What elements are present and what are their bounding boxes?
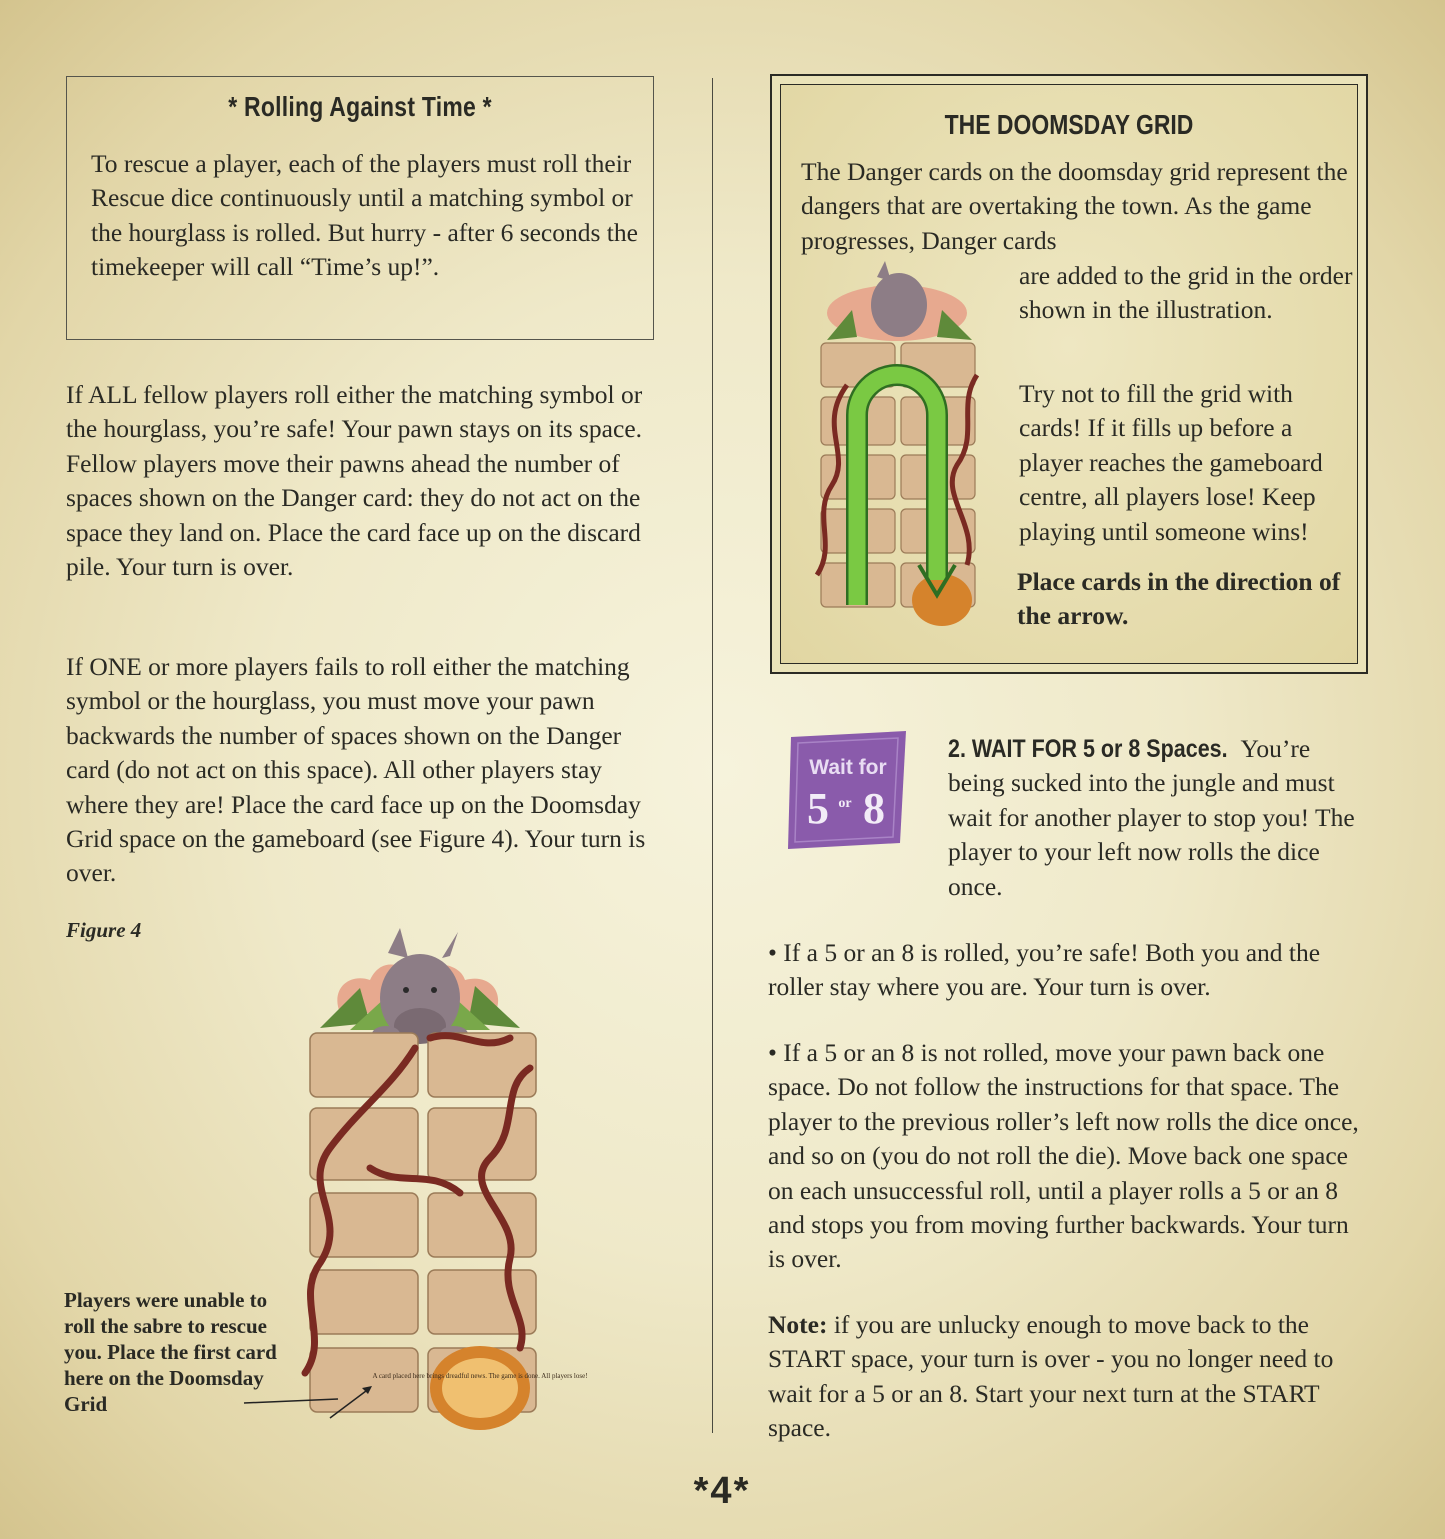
wait-for-5-or-8-badge	[788, 731, 908, 849]
figure-note: Players were unable to roll the sabre to rescue you. Place the first card here on the Doomsday Grid	[64, 1288, 277, 1416]
wait-section-intro	[948, 732, 1358, 904]
badge-eight: 8	[863, 784, 885, 833]
note-label: Note:	[768, 1310, 828, 1339]
badge-or: or	[838, 796, 852, 811]
rhino-icon	[320, 928, 520, 1044]
rolling-against-time-box	[66, 76, 654, 340]
paragraph-all-players: If ALL fellow players roll either the matching symbol or the hourglass, you’re safe! Your pawn stays on its space. Fellow players move their pawns ahead the number of spaces shown on the Danger card: they do not act on the space they land on. Place the card face up on the discard pile. Your turn is over.	[66, 380, 643, 582]
rolling-against-time-text: To rescue a player, each of the players must roll their Rescue dice continuously until a matching symbol or the hourglass is rolled. But hurry - after 6 seconds the timekeeper will call “Time’s up!”.	[91, 149, 638, 282]
doomsday-grid-title: THE DOOMSDAY GRID	[944, 109, 1194, 140]
bullet-not-rolled: • If a 5 or an 8 is not rolled, move your pawn back one space. Do not follow the instructions for that space. The player to the previous roller’s left now rolls the dice once, and so on (you do not roll the die). Move back one space on each unsuccessful roll, until a player rolls a 5 or an 8 and stops you from moving further backwards. Your turn is over.	[768, 1038, 1359, 1274]
note-text: if you are unlucky enough to move back to the START space, your turn is over - you no longer need to wait for a 5 or an 8. Start your next turn at the START space.	[768, 1310, 1334, 1443]
rolling-against-time-title: * Rolling Against Time *	[228, 91, 492, 122]
badge-wait-for-text: Wait for	[809, 756, 887, 779]
doomsday-grid-box	[770, 74, 1368, 674]
wait-section-text: You’re being sucked into the jungle and must wait for another player to stop you! The player to your left now rolls the dice once.	[948, 734, 1355, 901]
paragraph-one-or-more: If ONE or more players fails to roll either the matching symbol or the hourglass, you must move your pawn backwards the number of spaces shown on the Danger card (do not act on this space). All other players stay where they are! Place the card face up on the Doomsday Grid space on the gameboard (see Figure 4). Your turn is over.	[66, 652, 646, 888]
note-paragraph	[768, 1308, 1368, 1446]
bullet-rolled: • If a 5 or an 8 is rolled, you’re safe! Both you and the roller stay where you are. Your turn is over.	[768, 938, 1321, 1002]
grid-card-text: A card placed here brings dreadful news. The game is done. All players lose!	[372, 1372, 588, 1380]
doomsday-grid-arrow-instruction: Place cards in the direction of the arrow.	[1017, 567, 1341, 631]
figure-pointer-line	[240, 1395, 340, 1407]
page-number: *4*	[693, 1470, 751, 1512]
doomsday-grid-warning-text: Try not to fill the grid with cards! If it fills up before a player reaches the gameboard centre, all players lose! Keep playing until someone wins!	[1019, 379, 1323, 546]
figure-label: Figure 4	[66, 918, 142, 942]
doomsday-grid-mini-illustration	[807, 265, 987, 637]
column-divider	[712, 78, 713, 1433]
doomsday-grid-intro: The Danger cards on the doomsday grid represent the dangers that are overtaking the town. As the game progresses, Danger cards	[801, 157, 1348, 255]
doomsday-grid-illustration	[290, 918, 588, 1438]
doomsday-grid-inner-frame	[780, 84, 1358, 664]
wait-section-heading: 2. WAIT FOR 5 or 8 Spaces.	[948, 735, 1228, 763]
doomsday-grid-order-text: are added to the grid in the order shown in the illustration.	[1019, 261, 1353, 325]
badge-five: 5	[807, 784, 829, 833]
